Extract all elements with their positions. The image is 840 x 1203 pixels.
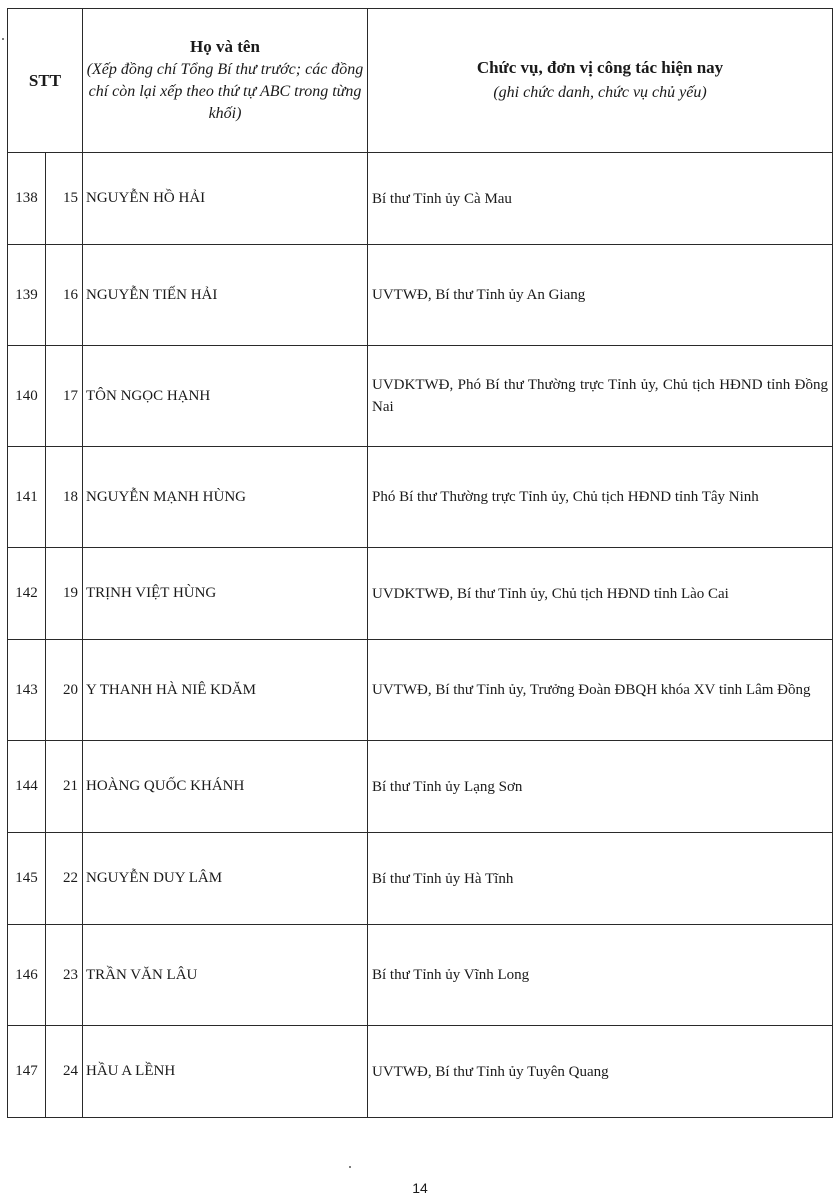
row-position: UVTWĐ, Bí thư Tỉnh ủy An Giang: [368, 245, 833, 346]
row-name: NGUYỄN HỒ HẢI: [83, 153, 368, 245]
row-position: Phó Bí thư Thường trực Tỉnh ủy, Chủ tịch HĐND tỉnh Tây Ninh: [368, 447, 833, 548]
row-sub-number: 16: [46, 245, 83, 346]
row-sub-number: 21: [46, 741, 83, 833]
header-name-cell: [83, 9, 368, 153]
row-position: Bí thư Tỉnh ủy Hà Tĩnh: [368, 833, 833, 925]
row-number: 141: [8, 447, 46, 548]
row-sub-number: 20: [46, 640, 83, 741]
row-sub-number: 23: [46, 925, 83, 1026]
table-row: [8, 640, 833, 741]
row-sub-number: 18: [46, 447, 83, 548]
row-sub-number: 22: [46, 833, 83, 925]
row-name: HẦU A LỀNH: [83, 1026, 368, 1118]
row-position: Bí thư Tỉnh ủy Vĩnh Long: [368, 925, 833, 1026]
row-sub-number: 19: [46, 548, 83, 640]
header-position-title: Chức vụ, đơn vị công tác hiện nay: [476, 58, 724, 77]
row-name: Y THANH HÀ NIÊ KDĂM: [83, 640, 368, 741]
table-row: [8, 741, 833, 833]
table-row: [8, 833, 833, 925]
row-sub-number: 24: [46, 1026, 83, 1118]
row-number: 138: [8, 153, 46, 245]
row-position: UVDKTWĐ, Bí thư Tỉnh ủy, Chủ tịch HĐND tỉnh Lào Cai: [368, 548, 833, 640]
row-number: 147: [8, 1026, 46, 1118]
table-row: [8, 925, 833, 1026]
row-sub-number: 17: [46, 346, 83, 447]
row-name: TÔN NGỌC HẠNH: [83, 346, 368, 447]
table-row: [8, 346, 833, 447]
table-row: [8, 153, 833, 245]
row-name: HOÀNG QUỐC KHÁNH: [83, 741, 368, 833]
row-number: 143: [8, 640, 46, 741]
table-row: [8, 245, 833, 346]
table-row: [8, 548, 833, 640]
row-position: UVDKTWĐ, Phó Bí thư Thường trực Tỉnh ủy, Chủ tịch HĐND tỉnh Đồng Nai: [368, 346, 833, 447]
row-name: TRỊNH VIỆT HÙNG: [83, 548, 368, 640]
header-name-note: (Xếp đồng chí Tổng Bí thư trước; các đồng chí còn lại xếp theo thứ tự ABC trong từng khối): [86, 61, 364, 122]
header-position-cell: [368, 9, 833, 153]
row-name: NGUYỄN DUY LÂM: [83, 833, 368, 925]
header-name-title: Họ và tên: [190, 37, 260, 56]
row-number: 140: [8, 346, 46, 447]
row-sub-number: 15: [46, 153, 83, 245]
header-stt: STT: [8, 9, 83, 153]
row-number: 145: [8, 833, 46, 925]
header-position-note: (ghi chức danh, chức vụ chủ yếu): [493, 84, 707, 101]
row-position: Bí thư Tỉnh ủy Lạng Sơn: [368, 741, 833, 833]
row-position: Bí thư Tỉnh ủy Cà Mau: [368, 153, 833, 245]
scan-speck: [349, 1166, 351, 1168]
row-position: UVTWĐ, Bí thư Tỉnh ủy, Trưởng Đoàn ĐBQH khóa XV tỉnh Lâm Đồng: [368, 640, 833, 741]
candidate-table: [7, 8, 833, 1118]
table-header: [8, 9, 833, 153]
table-row: [8, 1026, 833, 1118]
row-name: NGUYỄN MẠNH HÙNG: [83, 447, 368, 548]
row-number: 142: [8, 548, 46, 640]
row-name: NGUYỄN TIẾN HẢI: [83, 245, 368, 346]
table-row: [8, 447, 833, 548]
page-number: 14: [412, 1180, 428, 1196]
scan-speck: [2, 38, 4, 40]
row-number: 144: [8, 741, 46, 833]
row-name: TRẦN VĂN LÂU: [83, 925, 368, 1026]
row-number: 139: [8, 245, 46, 346]
row-number: 146: [8, 925, 46, 1026]
row-position: UVTWĐ, Bí thư Tỉnh ủy Tuyên Quang: [368, 1026, 833, 1118]
